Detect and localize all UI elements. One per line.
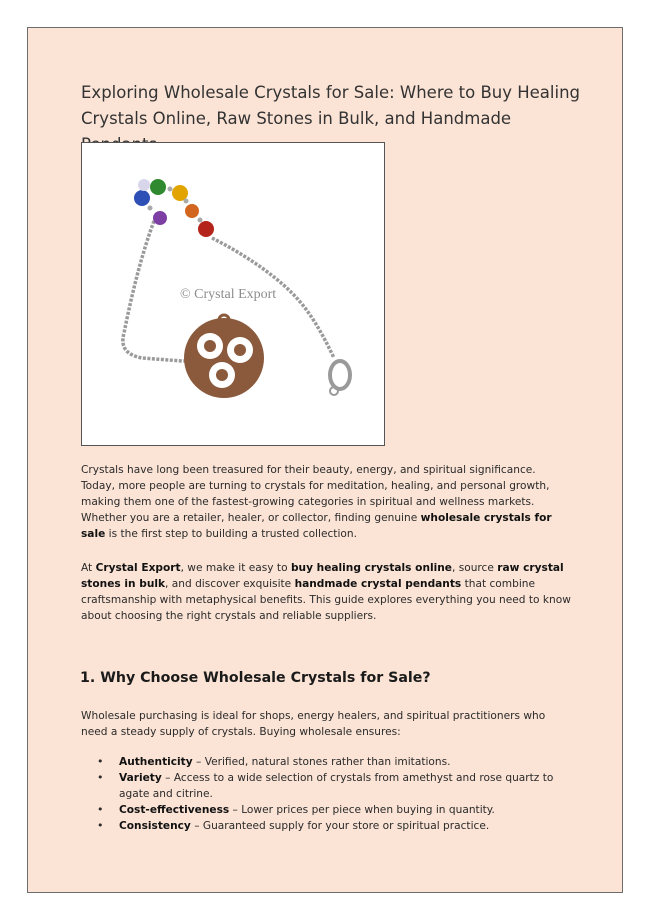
crystal-export-paragraph: At Crystal Export, we make it easy to buy healing crystals online, source raw crystal stones in bulk, and discover exquisite handmade crystal pendants that combine craftsmanship with metaphysical benefits. This guide explores everything you need to know about choosing the right crystals and reliable suppliers. bbox=[81, 562, 571, 622]
section-heading: 1. Why Choose Wholesale Crystals for Sale? bbox=[80, 670, 431, 686]
benefits-list bbox=[81, 754, 571, 834]
lobster-clasp bbox=[330, 361, 350, 395]
section-intro-paragraph: Wholesale purchasing is ideal for shops, energy healers, and spiritual practitioners who need a steady supply of crystals. Buying wholesale ensures: bbox=[81, 710, 546, 738]
list-item: • Variety – Access to a wide selection of crystals from amethyst and rose quartz to agate and citrine. bbox=[81, 770, 571, 802]
watermark-text: © Crystal Export bbox=[180, 287, 277, 302]
chakra-beads bbox=[134, 179, 214, 237]
article-title: Exploring Wholesale Crystals for Sale: Where to Buy Healing Crystals Online, Raw Stones in Bulk, and Handmade bbox=[81, 83, 581, 128]
pendant-product-image bbox=[81, 142, 385, 446]
list-item: • Cost-effectiveness – Lower prices per piece when buying in quantity. bbox=[81, 802, 571, 818]
list-item: • Authenticity – Verified, natural stones rather than imitations. bbox=[81, 754, 571, 770]
intro-paragraph: Crystals have long been treasured for their beauty, energy, and spiritual significance. Today, more people are turning to crystals for meditation, healing, and personal growth, making them one of the fastest-growing categories in spiritual and wellness markets. Whether you are a retailer, healer, or collector, finding genuine wholesale crystals for sale is the first step to building a trusted collection. bbox=[81, 464, 552, 540]
list-item: • Consistency – Guaranteed supply for your store or spiritual practice. bbox=[81, 818, 571, 834]
document-page bbox=[27, 27, 623, 893]
triskelion-pendant bbox=[184, 315, 264, 398]
chakra-pendant-illustration bbox=[82, 143, 384, 445]
